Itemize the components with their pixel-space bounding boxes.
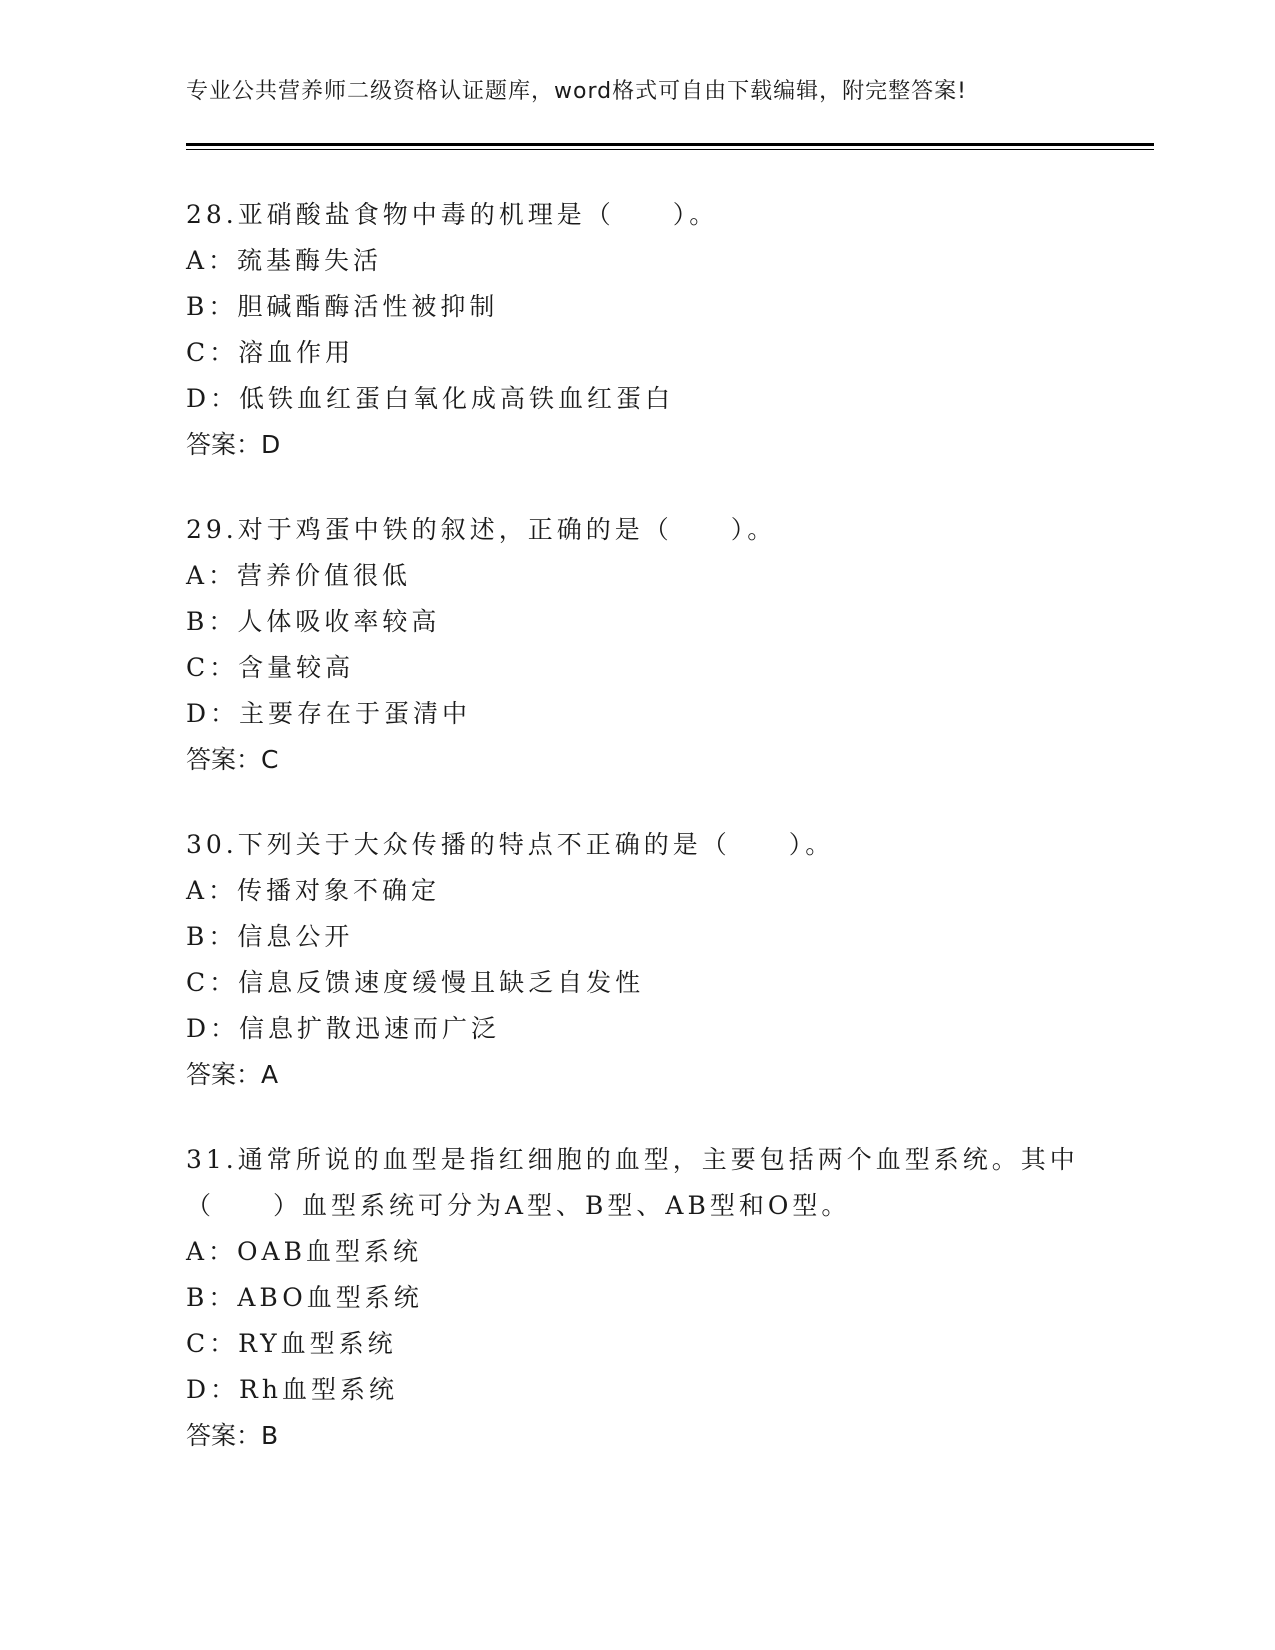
option-b: B：人体吸收率较高: [186, 607, 441, 636]
header-rule-thin: [186, 149, 1154, 150]
option-c: C：溶血作用: [186, 338, 355, 367]
answer: 答案：A: [186, 1060, 279, 1089]
option-b: B：信息公开: [186, 922, 354, 951]
option-b: B：ABO血型系统: [186, 1283, 423, 1312]
option-a: A：巯基酶失活: [186, 246, 383, 275]
answer: 答案：D: [186, 430, 281, 459]
header-rule-thick: [186, 143, 1154, 146]
question-31: [186, 1137, 1086, 1459]
option-c: C：含量较高: [186, 653, 355, 682]
question-stem: 31.通常所说的血型是指红细胞的血型，主要包括两个血型系统。其中（ ）血型系统可分为A型、B型、AB型和O型。: [186, 1145, 1079, 1220]
page-header: 专业公共营养师二级资格认证题库，word格式可自由下载编辑，附完整答案!: [186, 79, 967, 104]
answer: 答案：B: [186, 1421, 279, 1450]
question-stem: 29.对于鸡蛋中铁的叙述，正确的是（ ）。: [186, 515, 777, 544]
option-d: D：Rh血型系统: [186, 1375, 398, 1404]
option-c: C：RY血型系统: [186, 1329, 397, 1358]
option-d: D：低铁血红蛋白氧化成高铁血红蛋白: [186, 384, 675, 413]
option-d: D：信息扩散迅速而广泛: [186, 1014, 501, 1043]
option-c: C：信息反馈速度缓慢且缺乏自发性: [186, 968, 645, 997]
answer: 答案：C: [186, 745, 279, 774]
question-28: [186, 192, 1086, 468]
question-29: [186, 507, 1086, 783]
question-stem: 30.下列关于大众传播的特点不正确的是（ ）。: [186, 830, 835, 859]
option-d: D：主要存在于蛋清中: [186, 699, 472, 728]
option-b: B：胆碱酯酶活性被抑制: [186, 292, 499, 321]
question-stem: 28.亚硝酸盐食物中毒的机理是（ ）。: [186, 200, 719, 229]
option-a: A：传播对象不确定: [186, 876, 441, 905]
option-a: A：OAB血型系统: [186, 1237, 422, 1266]
option-a: A：营养价值很低: [186, 561, 412, 590]
question-30: [186, 822, 1086, 1098]
